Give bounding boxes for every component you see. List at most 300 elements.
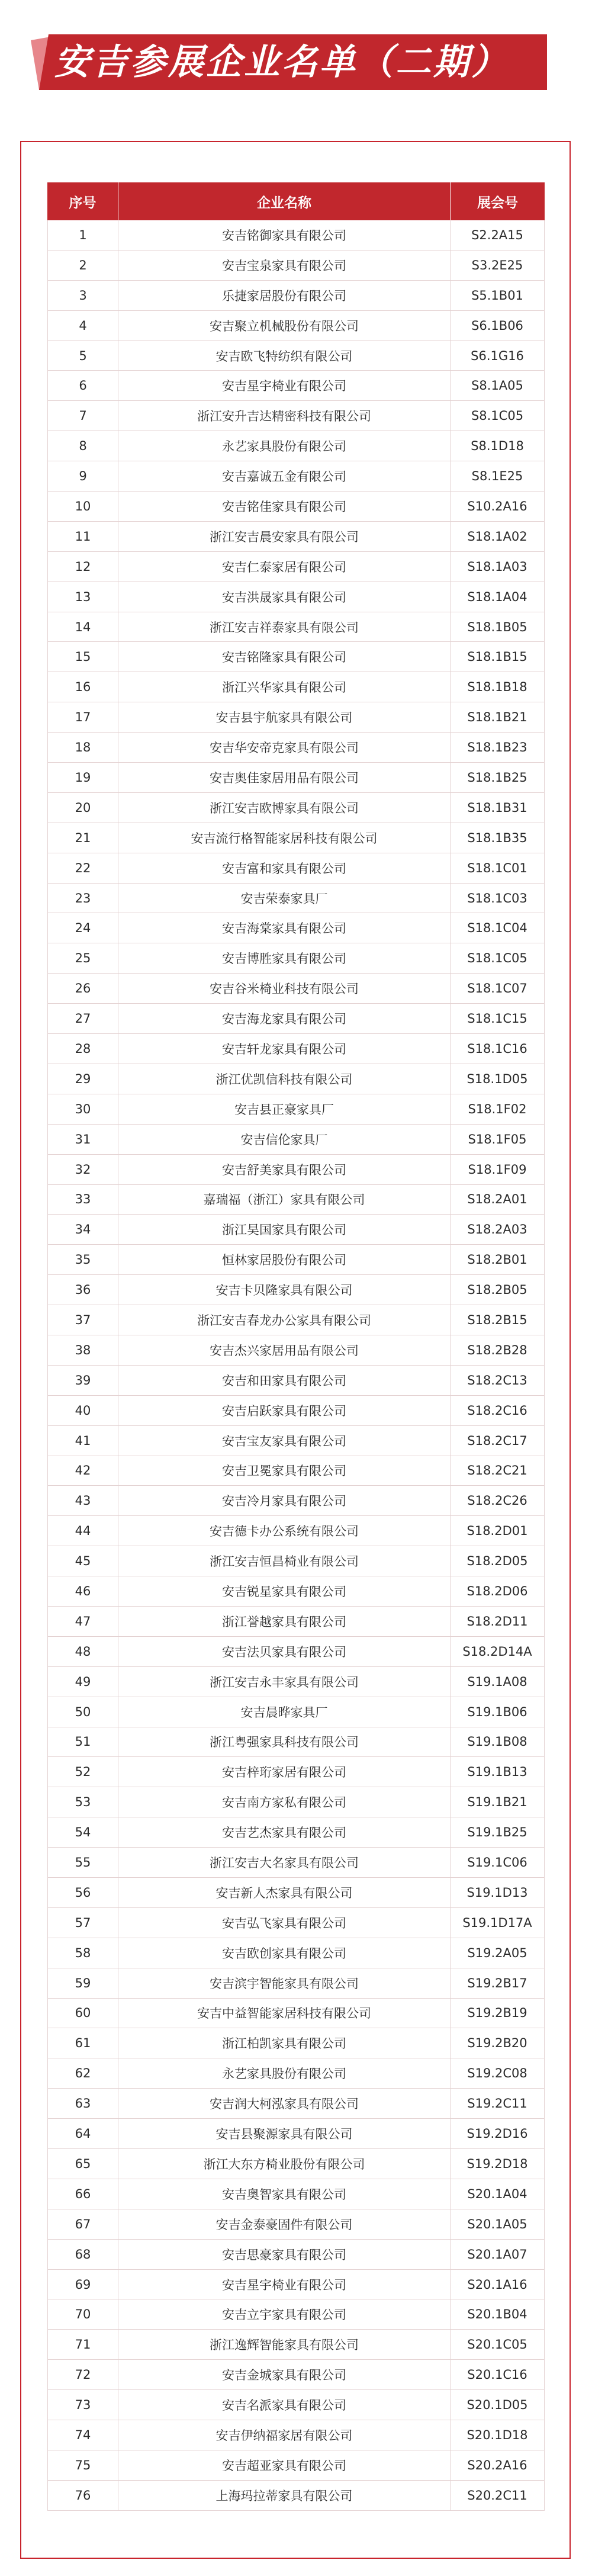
cell-company: 安吉奥佳家居用品有限公司 xyxy=(118,763,451,792)
cell-index: 72 xyxy=(47,2360,118,2389)
cell-index: 22 xyxy=(47,853,118,883)
cell-booth: S18.2D01 xyxy=(451,1516,545,1546)
cell-booth: S18.2D14A xyxy=(451,1637,545,1666)
table-body xyxy=(47,220,545,2511)
table-row xyxy=(47,853,545,884)
cell-booth: S19.1B08 xyxy=(451,1727,545,1757)
cell-booth: S18.2B01 xyxy=(451,1245,545,1274)
cell-index: 13 xyxy=(47,582,118,612)
table-row xyxy=(47,1938,545,1968)
table-row xyxy=(47,311,545,341)
cell-booth: S18.2C16 xyxy=(451,1396,545,1425)
cell-company: 安吉新人杰家具有限公司 xyxy=(118,1878,451,1907)
cell-company: 安吉晨晔家具厂 xyxy=(118,1697,451,1727)
table-row xyxy=(47,1878,545,1908)
table-row xyxy=(47,974,545,1004)
cell-index: 70 xyxy=(47,2299,118,2329)
cell-index: 49 xyxy=(47,1667,118,1697)
cell-booth: S18.1F09 xyxy=(451,1155,545,1184)
cell-booth: S19.1C06 xyxy=(451,1848,545,1877)
table-row xyxy=(47,1305,545,1335)
table-row xyxy=(47,2209,545,2240)
cell-index: 34 xyxy=(47,1215,118,1244)
cell-booth: S19.2C11 xyxy=(451,2089,545,2118)
cell-booth: S20.1D05 xyxy=(451,2390,545,2420)
cell-index: 75 xyxy=(47,2450,118,2480)
table-row xyxy=(47,1817,545,1848)
table-row xyxy=(47,281,545,311)
cell-index: 4 xyxy=(47,311,118,341)
cell-booth: S20.1A07 xyxy=(451,2240,545,2269)
cell-index: 3 xyxy=(47,281,118,310)
cell-booth: S20.1D18 xyxy=(451,2420,545,2450)
cell-index: 29 xyxy=(47,1064,118,1094)
cell-company: 浙江安吉晨安家具有限公司 xyxy=(118,522,451,551)
table-row xyxy=(47,1094,545,1125)
cell-booth: S18.1C16 xyxy=(451,1034,545,1064)
table-row xyxy=(47,371,545,401)
cell-index: 51 xyxy=(47,1727,118,1757)
table-row xyxy=(47,793,545,823)
cell-index: 19 xyxy=(47,763,118,792)
cell-company: 安吉流行格智能家居科技有限公司 xyxy=(118,823,451,853)
table-header-row xyxy=(47,182,545,220)
cell-company: 浙江安升吉达精密科技有限公司 xyxy=(118,401,451,431)
table-row xyxy=(47,341,545,371)
cell-company: 安吉法贝家具有限公司 xyxy=(118,1637,451,1666)
cell-index: 44 xyxy=(47,1516,118,1546)
cell-company: 安吉谷米椅业科技有限公司 xyxy=(118,974,451,1003)
table-row xyxy=(47,642,545,672)
cell-booth: S18.1B35 xyxy=(451,823,545,853)
cell-booth: S19.1B13 xyxy=(451,1757,545,1787)
table-row xyxy=(47,1215,545,1245)
cell-booth: S6.1G16 xyxy=(451,341,545,371)
cell-index: 69 xyxy=(47,2270,118,2299)
table-row xyxy=(47,672,545,702)
cell-company: 安吉宝友家具有限公司 xyxy=(118,1426,451,1456)
table-row xyxy=(47,461,545,492)
cell-index: 16 xyxy=(47,672,118,702)
cell-index: 61 xyxy=(47,2028,118,2058)
cell-index: 63 xyxy=(47,2089,118,2118)
cell-booth: S20.2A16 xyxy=(451,2450,545,2480)
cell-company: 上海玛拉蒂家具有限公司 xyxy=(118,2481,451,2510)
cell-booth: S19.2B20 xyxy=(451,2028,545,2058)
table-row xyxy=(47,1697,545,1727)
cell-company: 安吉星宇椅业有限公司 xyxy=(118,371,451,400)
table-row xyxy=(47,913,545,943)
cell-company: 安吉铭佳家具有限公司 xyxy=(118,492,451,521)
cell-booth: S18.2D05 xyxy=(451,1546,545,1576)
cell-company: 嘉瑞福（浙江）家具有限公司 xyxy=(118,1185,451,1215)
cell-company: 安吉金城家具有限公司 xyxy=(118,2360,451,2389)
cell-index: 10 xyxy=(47,492,118,521)
cell-index: 17 xyxy=(47,702,118,732)
cell-booth: S18.1B18 xyxy=(451,672,545,702)
table-row xyxy=(47,763,545,793)
cell-company: 安吉县宇航家具有限公司 xyxy=(118,702,451,732)
cell-booth: S18.2A01 xyxy=(451,1185,545,1215)
cell-index: 55 xyxy=(47,1848,118,1877)
cell-company: 安吉南方家私有限公司 xyxy=(118,1787,451,1817)
table-row xyxy=(47,552,545,582)
cell-booth: S18.2C17 xyxy=(451,1426,545,1456)
cell-company: 浙江昊国家具有限公司 xyxy=(118,1215,451,1244)
cell-company: 安吉德卡办公系统有限公司 xyxy=(118,1516,451,1546)
cell-booth: S3.2E25 xyxy=(451,250,545,280)
cell-booth: S18.1A03 xyxy=(451,552,545,582)
cell-company: 永艺家具股份有限公司 xyxy=(118,2058,451,2088)
cell-booth: S18.1B23 xyxy=(451,733,545,762)
cell-index: 31 xyxy=(47,1125,118,1154)
header-cell-index: 序号 xyxy=(47,182,118,220)
cell-index: 7 xyxy=(47,401,118,431)
cell-index: 38 xyxy=(47,1335,118,1365)
cell-index: 76 xyxy=(47,2481,118,2510)
cell-company: 安吉海棠家具有限公司 xyxy=(118,913,451,943)
table-row xyxy=(47,884,545,914)
cell-company: 安吉思豪家具有限公司 xyxy=(118,2240,451,2269)
table-row xyxy=(47,2450,545,2481)
table-row xyxy=(47,1125,545,1155)
table-row xyxy=(47,1607,545,1637)
cell-index: 74 xyxy=(47,2420,118,2450)
cell-company: 安吉立宇家具有限公司 xyxy=(118,2299,451,2329)
table-row xyxy=(47,1787,545,1817)
table-row xyxy=(47,1034,545,1064)
cell-company: 安吉欧飞特纺织有限公司 xyxy=(118,341,451,371)
cell-index: 27 xyxy=(47,1004,118,1033)
cell-company: 浙江大东方椅业股份有限公司 xyxy=(118,2149,451,2179)
cell-booth: S18.1C05 xyxy=(451,943,545,973)
cell-index: 1 xyxy=(47,220,118,250)
cell-booth: S19.1B21 xyxy=(451,1787,545,1817)
cell-index: 32 xyxy=(47,1155,118,1184)
cell-company: 安吉欧创家具有限公司 xyxy=(118,1938,451,1968)
cell-company: 安吉星宇椅业有限公司 xyxy=(118,2270,451,2299)
table-row xyxy=(47,1727,545,1758)
cell-company: 安吉中益智能家居科技有限公司 xyxy=(118,1999,451,2028)
cell-booth: S19.1B06 xyxy=(451,1697,545,1727)
cell-index: 42 xyxy=(47,1456,118,1486)
cell-booth: S2.2A15 xyxy=(451,220,545,250)
cell-booth: S19.1A08 xyxy=(451,1667,545,1697)
cell-company: 浙江安吉祥泰家具有限公司 xyxy=(118,612,451,642)
table-row xyxy=(47,1637,545,1667)
cell-booth: S18.1A02 xyxy=(451,522,545,551)
cell-booth: S18.1F02 xyxy=(451,1094,545,1124)
cell-company: 安吉超亚家具有限公司 xyxy=(118,2450,451,2480)
table-row xyxy=(47,1757,545,1787)
cell-index: 53 xyxy=(47,1787,118,1817)
cell-booth: S18.1C07 xyxy=(451,974,545,1003)
cell-index: 71 xyxy=(47,2330,118,2359)
cell-booth: S18.2B28 xyxy=(451,1335,545,1365)
cell-index: 64 xyxy=(47,2119,118,2148)
cell-booth: S18.1C04 xyxy=(451,913,545,943)
cell-company: 安吉和田家具有限公司 xyxy=(118,1366,451,1395)
cell-company: 浙江逸辉智能家具有限公司 xyxy=(118,2330,451,2359)
table-row xyxy=(47,220,545,250)
table-row xyxy=(47,1486,545,1516)
table-row xyxy=(47,1908,545,1938)
cell-company: 安吉洪晟家具有限公司 xyxy=(118,582,451,612)
cell-index: 73 xyxy=(47,2390,118,2420)
table-row xyxy=(47,2089,545,2119)
cell-index: 20 xyxy=(47,793,118,823)
table-row xyxy=(47,1968,545,1999)
table-row xyxy=(47,702,545,733)
cell-index: 43 xyxy=(47,1486,118,1515)
table-row xyxy=(47,2330,545,2360)
cell-company: 安吉伊纳福家居有限公司 xyxy=(118,2420,451,2450)
table-row xyxy=(47,1576,545,1607)
cell-index: 65 xyxy=(47,2149,118,2179)
cell-booth: S18.1B21 xyxy=(451,702,545,732)
table-row xyxy=(47,2420,545,2450)
cell-company: 安吉仁泰家居有限公司 xyxy=(118,552,451,582)
cell-booth: S8.1D18 xyxy=(451,431,545,461)
cell-company: 浙江兴华家具有限公司 xyxy=(118,672,451,702)
cell-index: 23 xyxy=(47,884,118,913)
cell-booth: S18.1C15 xyxy=(451,1004,545,1033)
cell-company: 乐捷家居股份有限公司 xyxy=(118,281,451,310)
cell-index: 36 xyxy=(47,1275,118,1305)
cell-booth: S10.2A16 xyxy=(451,492,545,521)
cell-company: 浙江安吉恒昌椅业有限公司 xyxy=(118,1546,451,1576)
cell-index: 14 xyxy=(47,612,118,642)
cell-booth: S6.1B06 xyxy=(451,311,545,341)
cell-booth: S20.1A16 xyxy=(451,2270,545,2299)
cell-index: 9 xyxy=(47,461,118,491)
cell-index: 54 xyxy=(47,1817,118,1847)
cell-booth: S18.2D06 xyxy=(451,1576,545,1606)
header-banner xyxy=(0,0,592,121)
cell-booth: S18.1C01 xyxy=(451,853,545,883)
header-cell-company: 企业名称 xyxy=(118,182,451,220)
cell-booth: S8.1C05 xyxy=(451,401,545,431)
cell-index: 26 xyxy=(47,974,118,1003)
cell-index: 48 xyxy=(47,1637,118,1666)
cell-booth: S18.2C26 xyxy=(451,1486,545,1515)
cell-company: 安吉艺杰家具有限公司 xyxy=(118,1817,451,1847)
cell-booth: S19.1D17A xyxy=(451,1908,545,1938)
cell-booth: S8.1A05 xyxy=(451,371,545,400)
cell-booth: S20.1A04 xyxy=(451,2179,545,2209)
cell-index: 57 xyxy=(47,1908,118,1938)
table-row xyxy=(47,1366,545,1396)
table-row xyxy=(47,1999,545,2029)
cell-booth: S18.2D11 xyxy=(451,1607,545,1636)
cell-index: 60 xyxy=(47,1999,118,2028)
cell-index: 11 xyxy=(47,522,118,551)
cell-index: 56 xyxy=(47,1878,118,1907)
cell-booth: S19.2C08 xyxy=(451,2058,545,2088)
cell-booth: S18.1B15 xyxy=(451,642,545,672)
cell-booth: S8.1E25 xyxy=(451,461,545,491)
table-row xyxy=(47,1426,545,1456)
cell-company: 安吉宝泉家具有限公司 xyxy=(118,250,451,280)
cell-booth: S19.2B17 xyxy=(451,1968,545,1998)
cell-company: 安吉聚立机械股份有限公司 xyxy=(118,311,451,341)
cell-index: 2 xyxy=(47,250,118,280)
cell-company: 安吉嘉诚五金有限公司 xyxy=(118,461,451,491)
table-row xyxy=(47,823,545,853)
table-row xyxy=(47,1335,545,1366)
table-row xyxy=(47,2058,545,2089)
cell-booth: S19.2D16 xyxy=(451,2119,545,2148)
cell-company: 安吉杰兴家居用品有限公司 xyxy=(118,1335,451,1365)
cell-booth: S19.2D18 xyxy=(451,2149,545,2179)
cell-index: 46 xyxy=(47,1576,118,1606)
cell-company: 安吉滨宇智能家具有限公司 xyxy=(118,1968,451,1998)
cell-company: 安吉富和家具有限公司 xyxy=(118,853,451,883)
cell-company: 安吉铭隆家具有限公司 xyxy=(118,642,451,672)
cell-company: 浙江安吉大名家具有限公司 xyxy=(118,1848,451,1877)
cell-company: 安吉华安帝克家具有限公司 xyxy=(118,733,451,762)
table-row xyxy=(47,582,545,612)
cell-booth: S20.2C11 xyxy=(451,2481,545,2510)
cell-booth: S18.1A04 xyxy=(451,582,545,612)
cell-index: 40 xyxy=(47,1396,118,1425)
cell-company: 安吉荣泰家具厂 xyxy=(118,884,451,913)
cell-index: 39 xyxy=(47,1366,118,1395)
table-row xyxy=(47,1185,545,1215)
table-row xyxy=(47,2481,545,2511)
cell-company: 安吉名派家具有限公司 xyxy=(118,2390,451,2420)
table-row xyxy=(47,1456,545,1486)
table-row xyxy=(47,431,545,461)
cell-company: 浙江誉越家具有限公司 xyxy=(118,1607,451,1636)
cell-company: 浙江柏凯家具有限公司 xyxy=(118,2028,451,2058)
cell-booth: S19.2B19 xyxy=(451,1999,545,2028)
table-row xyxy=(47,2360,545,2390)
cell-company: 安吉锐星家具有限公司 xyxy=(118,1576,451,1606)
table-row xyxy=(47,2119,545,2149)
cell-company: 安吉冷月家具有限公司 xyxy=(118,1486,451,1515)
cell-index: 30 xyxy=(47,1094,118,1124)
cell-index: 37 xyxy=(47,1305,118,1335)
cell-company: 安吉卡贝隆家具有限公司 xyxy=(118,1275,451,1305)
cell-company: 安吉弘飞家具有限公司 xyxy=(118,1908,451,1938)
cell-company: 安吉信伦家具厂 xyxy=(118,1125,451,1154)
cell-company: 浙江粤强家具科技有限公司 xyxy=(118,1727,451,1757)
cell-index: 47 xyxy=(47,1607,118,1636)
table-row xyxy=(47,250,545,281)
cell-booth: S18.1B05 xyxy=(451,612,545,642)
cell-index: 66 xyxy=(47,2179,118,2209)
table-row xyxy=(47,1064,545,1094)
cell-booth: S18.1D05 xyxy=(451,1064,545,1094)
cell-index: 52 xyxy=(47,1757,118,1787)
cell-company: 安吉润大柯泓家具有限公司 xyxy=(118,2089,451,2118)
table-row xyxy=(47,2149,545,2179)
cell-booth: S5.1B01 xyxy=(451,281,545,310)
cell-index: 5 xyxy=(47,341,118,371)
cell-booth: S18.2B05 xyxy=(451,1275,545,1305)
table-row xyxy=(47,2270,545,2300)
table-row xyxy=(47,1546,545,1576)
table-row xyxy=(47,1848,545,1878)
cell-index: 59 xyxy=(47,1968,118,1998)
table-row xyxy=(47,1516,545,1546)
table-row xyxy=(47,492,545,522)
cell-company: 安吉舒美家具有限公司 xyxy=(118,1155,451,1184)
cell-company: 安吉金泰豪固件有限公司 xyxy=(118,2209,451,2239)
table-row xyxy=(47,2179,545,2209)
cell-company: 安吉启跃家具有限公司 xyxy=(118,1396,451,1425)
exhibitor-table xyxy=(47,182,545,2511)
cell-index: 12 xyxy=(47,552,118,582)
cell-company: 安吉卫冕家具有限公司 xyxy=(118,1456,451,1486)
cell-company: 浙江安吉春龙办公家具有限公司 xyxy=(118,1305,451,1335)
cell-company: 安吉梓珩家居有限公司 xyxy=(118,1757,451,1787)
table-row xyxy=(47,522,545,552)
cell-index: 41 xyxy=(47,1426,118,1456)
table-row xyxy=(47,1155,545,1185)
cell-index: 68 xyxy=(47,2240,118,2269)
cell-index: 15 xyxy=(47,642,118,672)
page-title: 安吉参展企业名单（二期） xyxy=(54,41,509,83)
cell-booth: S18.1F05 xyxy=(451,1125,545,1154)
cell-booth: S19.1B25 xyxy=(451,1817,545,1847)
table-row xyxy=(47,943,545,974)
cell-index: 18 xyxy=(47,733,118,762)
cell-company: 安吉海龙家具有限公司 xyxy=(118,1004,451,1033)
cell-booth: S18.1B31 xyxy=(451,793,545,823)
cell-booth: S18.1B25 xyxy=(451,763,545,792)
cell-index: 8 xyxy=(47,431,118,461)
cell-company: 安吉轩龙家具有限公司 xyxy=(118,1034,451,1064)
cell-index: 67 xyxy=(47,2209,118,2239)
table-row xyxy=(47,1004,545,1034)
cell-booth: S20.1C05 xyxy=(451,2330,545,2359)
table-row xyxy=(47,2240,545,2270)
cell-index: 28 xyxy=(47,1034,118,1064)
cell-index: 45 xyxy=(47,1546,118,1576)
table-row xyxy=(47,733,545,763)
cell-index: 21 xyxy=(47,823,118,853)
cell-index: 50 xyxy=(47,1697,118,1727)
cell-booth: S18.2C13 xyxy=(451,1366,545,1395)
cell-company: 安吉县聚源家具有限公司 xyxy=(118,2119,451,2148)
table-row xyxy=(47,612,545,643)
cell-booth: S18.2A03 xyxy=(451,1215,545,1244)
cell-company: 浙江安吉永丰家具有限公司 xyxy=(118,1667,451,1697)
cell-company: 永艺家具股份有限公司 xyxy=(118,431,451,461)
cell-booth: S19.2A05 xyxy=(451,1938,545,1968)
cell-booth: S19.1D13 xyxy=(451,1878,545,1907)
cell-booth: S20.1C16 xyxy=(451,2360,545,2389)
cell-booth: S20.1B04 xyxy=(451,2299,545,2329)
table-row xyxy=(47,1275,545,1305)
cell-index: 6 xyxy=(47,371,118,400)
cell-index: 58 xyxy=(47,1938,118,1968)
cell-index: 33 xyxy=(47,1185,118,1215)
table-row xyxy=(47,1667,545,1697)
cell-booth: S18.2B15 xyxy=(451,1305,545,1335)
cell-index: 24 xyxy=(47,913,118,943)
cell-index: 62 xyxy=(47,2058,118,2088)
cell-company: 恒林家居股份有限公司 xyxy=(118,1245,451,1274)
header-cell-booth: 展会号 xyxy=(477,195,518,211)
table-row xyxy=(47,1396,545,1426)
cell-company: 安吉奥智家具有限公司 xyxy=(118,2179,451,2209)
cell-company: 安吉博胜家具有限公司 xyxy=(118,943,451,973)
cell-company: 安吉铭御家具有限公司 xyxy=(118,220,451,250)
cell-company: 安吉县正豪家具厂 xyxy=(118,1094,451,1124)
